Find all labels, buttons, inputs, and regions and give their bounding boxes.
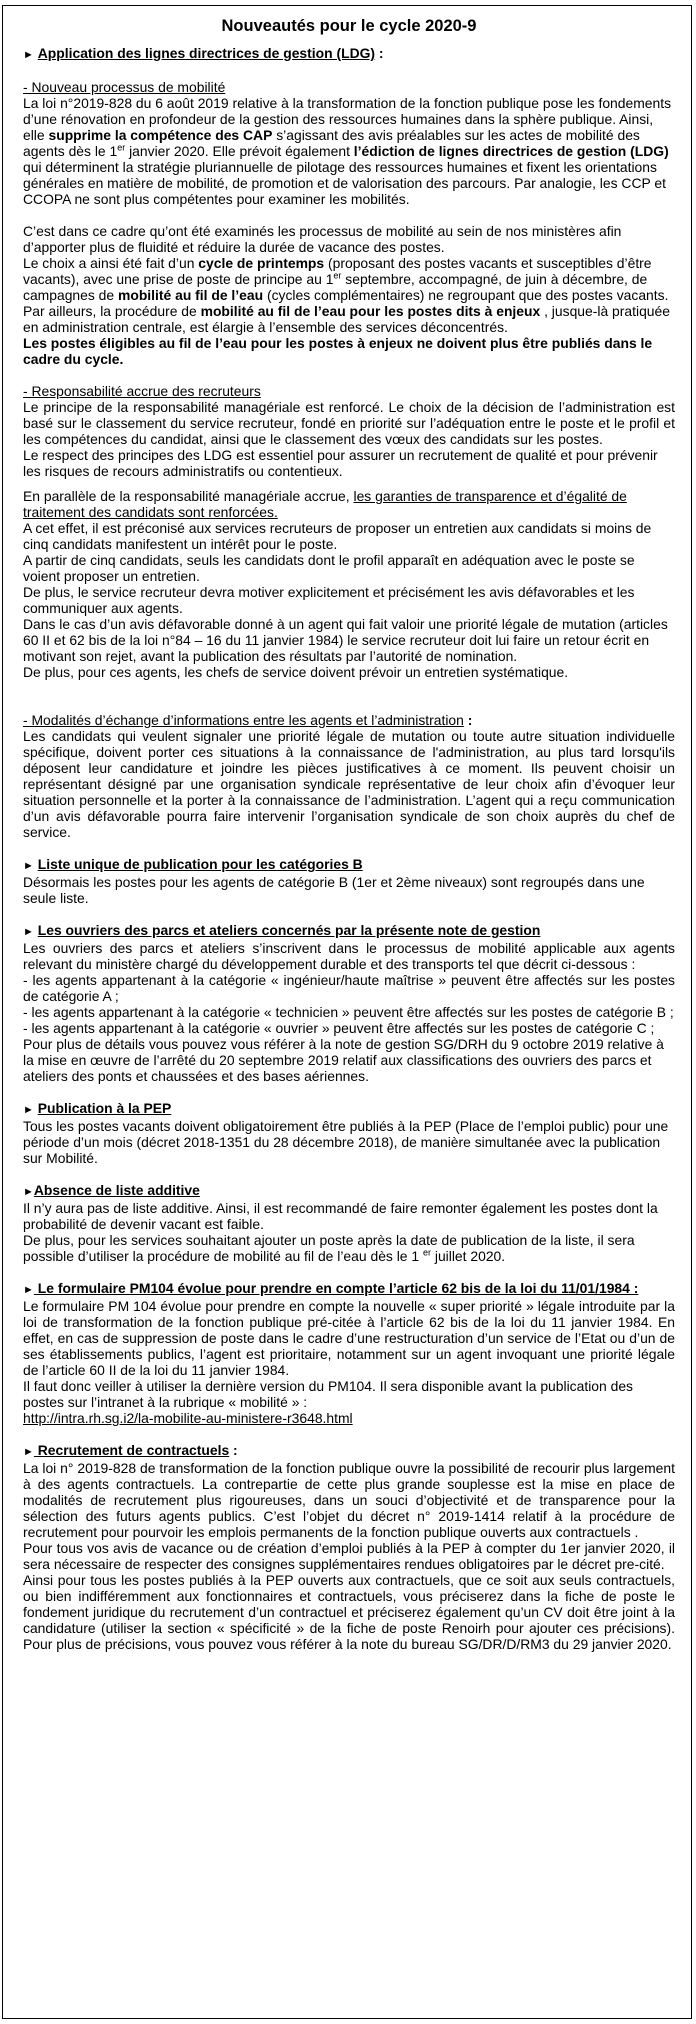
subheading-responsabilite: - Responsabilité accrue des recruteurs (23, 383, 261, 399)
section-title: Les ouvriers des parcs et ateliers concernés par la présente note de gestion (37, 922, 541, 938)
section-title: Publication à la PEP (37, 1100, 172, 1116)
paragraph: A cet effet, il est préconisé aux services recruteurs de proposer un entretien aux candidats si moins de cinq candidats manifestent un intérêt pour le poste. (23, 520, 652, 552)
heading-suffix: : (463, 712, 473, 728)
text: qui déterminent la stratégie pluriannuelle de pilotage des ressources humaines et fixent les orientations générales en matière de mobilité, de promotion et de valorisation des parcours. Par analogie, les CCP et CCOPA ne sont plus compétentes pour examiner les mobilités. (23, 159, 666, 207)
text: , jusque-là pratiquée en administration centrale, est élargie à l’ensemble des services déconcentrés. (23, 303, 670, 335)
bold-text: supprime la compétence des CAP (48, 127, 273, 143)
paragraph: De plus, pour ces agents, les chefs de service doivent prévoir un entretien systématique. (23, 664, 569, 680)
bold-text: mobilité au fil de l’eau (117, 287, 264, 303)
section-title: Recrutement de contractuels (33, 1442, 230, 1458)
paragraph: Le principe de la responsabilité managériale est renforcé. Le choix de la décision de l’administration est basé sur le classement du service recruteur, fondé en priorité sur l’adéquation entre le poste et le profil et les compétences du candidat, ainsi que le classement des vœux des candidats sur les postes. (23, 399, 675, 447)
list-item: - les agents appartenant à la catégorie « technicien » peuvent être affectés sur les postes de catégorie B ; (23, 1004, 674, 1020)
section-title: Le formulaire PM104 évolue pour prendre en compte l’article 62 bis de la loi du 11/01/1984 : (33, 1280, 639, 1296)
text: Le choix a ainsi été fait d’un (23, 255, 199, 271)
section-heading-ouvriers (23, 922, 675, 940)
paragraph: Il faut donc veiller à utiliser la dernière version du PM104. Il sera disponible avant la publication des postes sur l’intranet à la rubrique « mobilité » : (23, 1378, 633, 1410)
bullet-arrow-icon: ► (23, 1104, 34, 1116)
section-heading-contractuels (23, 1442, 675, 1460)
paragraph: De plus, le service recruteur devra motiver explicitement et précisément les avis défavorables et les communiquer aux agents. (23, 584, 635, 616)
paragraph (23, 1232, 675, 1264)
bold-text: cycle de printemps (198, 255, 325, 271)
paragraph: Tous les postes vacants doivent obligatoirement être publiés à la PEP (Place de l’emploi public) pour une période d’un mois (décret 2018-1351 du 28 décembre 2018), de manière simultanée avec la publication sur Mobilité. (23, 1118, 669, 1166)
text: s’agissant des avis préalables sur les actes de mobilité des agents dès le 1 (23, 127, 640, 159)
section-heading-pep (23, 1100, 675, 1118)
bullet-arrow-icon: ► (23, 1284, 34, 1296)
text: En parallèle de la responsabilité managériale accrue, (23, 488, 354, 504)
text: septembre, accompagné, de juin à décembre, de campagnes de (23, 271, 648, 303)
paragraph: Dans le cas d’un avis défavorable donné à un agent qui fait valoir une priorité légale de mutation (articles 60 II et 62 bis de la loi n°84 – 16 du 11 janvier 1984) le service recruteur doit lui faire un retour écrit en motivant son rejet, avant la publication des résultats par l’autorité de nomination. (23, 616, 668, 664)
text: janvier 2020. Elle prévoit également (125, 143, 354, 159)
paragraph: Désormais les postes pour les agents de catégorie B (1er et 2ème niveaux) sont regroupés dans une seule liste. (23, 874, 645, 906)
document-page (2, 5, 692, 2019)
bullet-arrow-icon: ► (23, 49, 34, 61)
paragraph (23, 488, 675, 520)
bold-text: mobilité au fil de l’eau pour les postes dits à enjeux (200, 303, 541, 319)
section-title: Liste unique de publication pour les catégories B (37, 856, 363, 872)
paragraph: Pour plus de détails vous pouvez vous référer à la note de gestion SG/DRH du 9 octobre 2019 relative à la mise en œuvre de l’arrêté du 20 septembre 2019 relatif aux classifications des ouvriers des parcs et ateliers des ponts et chaussées et des bases aériennes. (23, 1036, 664, 1084)
section-heading-categorie-b (23, 856, 675, 874)
paragraph: Pour tous vos avis de vacance ou de création d’emploi publiés à la PEP à compter du 1er janvier 2020, il sera nécessaire de respecter des consignes supplémentaires rendues obligatoires par le décret pre-cité. (23, 1540, 675, 1572)
paragraph: A partir de cinq candidats, seuls les candidats dont le profil apparaît en adéquation avec le poste se voient proposer un entretien. (23, 552, 635, 584)
intranet-link[interactable]: http://intra.rh.sg.i2/la-mobilite-au-ministere-r3648.html (23, 1410, 353, 1426)
text: juillet 2020. (431, 1248, 506, 1264)
paragraph: Il n’y aura pas de liste additive. Ainsi, il est recommandé de faire remonter également les postes dont la probabilité de devenir vacant est faible. (23, 1200, 658, 1232)
paragraph: Ainsi pour tous les postes publiés à la PEP ouverts aux contractuels, que ce soit aux seuls contractuels, ou bien indifféremment aux fonctionnaires et contractuels, vous préciserez dans la fiche de poste le fondement juridique du recrutement d’un contractuel et préciserez également qu’un CV doit être joint à la candidature (utiliser la section « spécificité » de la fiche de poste Renoirh pour ajouter ces précisions). Pour plus de précisions, vous pouvez vous référer à la note du bureau SG/DR/D/RM3 du 29 janvier 2020. (23, 1572, 675, 1652)
paragraph (23, 303, 675, 335)
superscript: er (117, 142, 126, 153)
underlined-text: - Modalités d’échange d’informations entre les agents et l’administration (23, 712, 464, 728)
paragraph (23, 95, 675, 207)
paragraph: Le formulaire PM 104 évolue pour prendre en compte la nouvelle « super priorité » légale introduite par la loi de transformation de la fonction publique pré-citée à l’article 62 bis de la loi du 11 janvier 1984. En effet, en cas de suppression de poste dans le cadre d’une restructuration d’un service de l’Etat ou d’un de ses établissements publics, l’agent est prioritaire, notamment sur un agent invoquant une priorité légale de l’article 60 II de la loi du 11 janvier 1984. (23, 1298, 675, 1378)
paragraph: C’est dans ce cadre qu’ont été examinés les processus de mobilité au sein de nos ministères afin d’apporter plus de fluidité et réduire la durée de vacance des postes. (23, 223, 622, 255)
document-title: Nouveautés pour le cycle 2020-9 (221, 17, 477, 35)
text: Par ailleurs, la procédure de (23, 303, 201, 319)
paragraph (23, 255, 675, 303)
paragraph: Les candidats qui veulent signaler une priorité légale de mutation ou toute autre situation individuelle spécifique, doivent porter ces situations à la connaissance de l'administration, au plus tard lorsqu'ils déposent leur candidature et joindre les pièces justificatives à ce moment. Ils peuvent choisir un représentant désigné par une organisation syndicale représentative de leur choix afin d’évoquer leur situation personnelle et la porter à la connaissance de l’administration. L’agent qui a reçu communication d’un avis défavorable pourra faire intervenir l’organisation syndicale de son choix auprès du chef de service. (23, 728, 675, 840)
heading-suffix: : (229, 1442, 238, 1458)
text: (cycles complémentaires) ne regroupant que des postes vacants. (263, 287, 669, 303)
text: De plus, pour les services souhaitant ajouter un poste après la date de publication de la liste, il sera possible d’utiliser la procédure de mobilité au fil de l’eau dès le 1 (23, 1232, 635, 1264)
bullet-arrow-icon: ► (23, 1186, 34, 1198)
section-heading-liste-additive (23, 1182, 675, 1200)
subheading-modalites (23, 712, 675, 728)
bullet-arrow-icon: ► (23, 860, 34, 872)
bold-text: l’édiction de lignes directrices de gestion (LDG) (353, 143, 669, 159)
list-item: - les agents appartenant à la catégorie « ouvrier » peuvent être affectés sur les postes de catégorie C ; (23, 1020, 655, 1036)
paragraph: Le respect des principes des LDG est essentiel pour assurer un recrutement de qualité et pour prévenir les risques de recours administratifs ou contentieux. (23, 447, 658, 479)
list-item: - les agents appartenant à la catégorie « ingénieur/haute maîtrise » peuvent être affectés sur les postes de catégorie A ; (23, 972, 675, 1004)
underlined-text: les garanties de transparence et d’égalité de traitement des candidats sont renforcées. (23, 488, 627, 520)
subheading-mobilite: - Nouveau processus de mobilité (23, 79, 226, 95)
section-title: Application des lignes directrices de gestion (LDG) (37, 45, 376, 61)
paragraph: La loi n° 2019-828 de transformation de la fonction publique ouvre la possibilité de recourir plus largement à des agents contractuels. La contrepartie de cette plus grande souplesse est la mise en place de modalités de recrutement plus rigoureuses, dans un souci d’objectivité et de transparence pour la sélection des futurs agents publics. C’est l’objet du décret n° 2019-1414 relatif à la procédure de recrutement pour pourvoir les emplois permanents de la fonction publique ouverts aux contractuels . (23, 1460, 675, 1540)
superscript: er (422, 1247, 431, 1258)
section-heading-pm104 (23, 1280, 675, 1298)
paragraph: Les ouvriers des parcs et ateliers s’inscrivent dans le processus de mobilité applicable aux agents relevant du ministère chargé du développement durable et des transports tel que décrit ci-dessous : (23, 940, 675, 972)
text: (proposant des postes vacants et susceptibles d’être vacants), avec une prise de poste de principe au 1 (23, 255, 652, 287)
paragraph-bold: Les postes éligibles au fil de l’eau pour les postes à enjeux ne doivent plus être publiés dans le cadre du cycle. (23, 335, 653, 367)
section-heading-ldg (23, 45, 675, 63)
bullet-arrow-icon: ► (23, 926, 34, 938)
section-title: Absence de liste additive (33, 1182, 200, 1198)
text: La loi n°2019-828 du 6 août 2019 relative à la transformation de la fonction publique pose les fondements d’une rénovation en profondeur de la gestion des ressources humaines dans la sphère publique. Ainsi, elle (23, 95, 672, 143)
heading-suffix: : (375, 45, 384, 61)
superscript: er (333, 270, 342, 281)
bullet-arrow-icon: ► (23, 1446, 34, 1458)
